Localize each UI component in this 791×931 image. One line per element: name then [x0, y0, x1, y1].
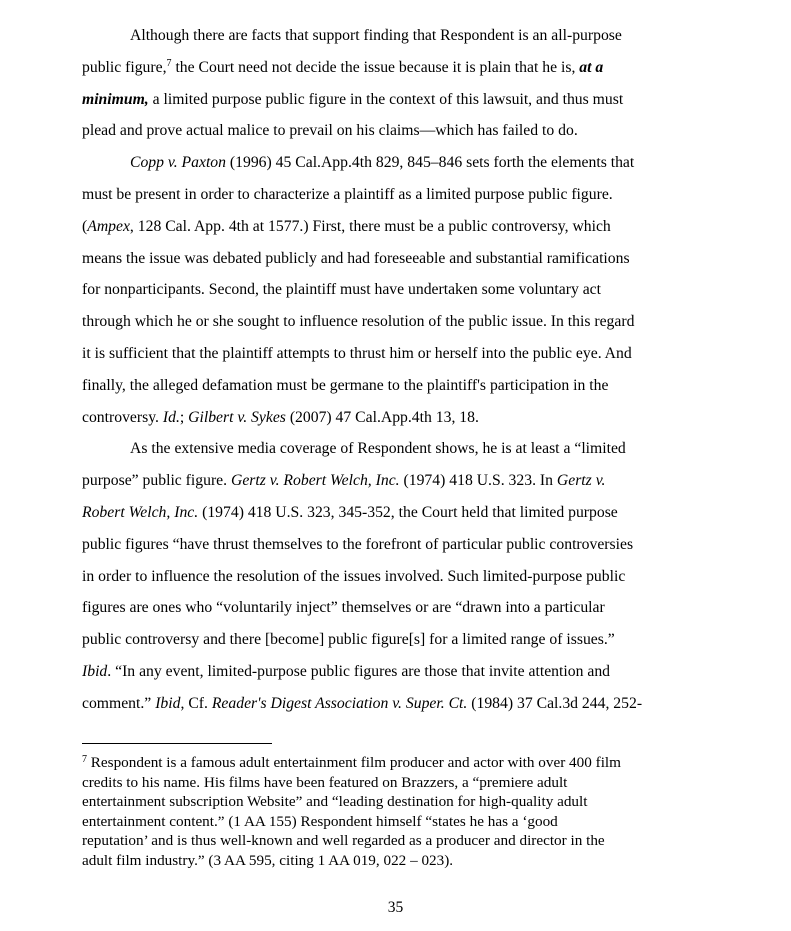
paragraph-2-line [82, 179, 697, 211]
paragraph-3-line [82, 624, 697, 656]
text-run: entertainment content.” (1 AA 155) Respondent himself “states he has a ‘good [82, 812, 558, 830]
case-citation: Gertz v. Robert Welch, Inc. [231, 472, 400, 490]
text-run: , 128 Cal. App. 4th at 1577.) First, there must be a public controversy, which [129, 217, 611, 235]
paragraph-2-line [82, 370, 697, 402]
paragraph-1-line [82, 20, 697, 52]
footnote-line [82, 773, 702, 793]
text-run: purpose” public figure. [82, 472, 231, 490]
text-run: public controversy and there [become] public figure[s] for a limited range of issues.” [82, 631, 615, 649]
case-citation: Ampex [87, 217, 130, 235]
paragraph-3-line [82, 688, 697, 720]
footnote-line [82, 812, 702, 832]
paragraph-1-line [82, 115, 697, 147]
case-citation: Gilbert v. Sykes [188, 408, 286, 426]
paragraph-3-line [82, 592, 697, 624]
text-run: (1984) 37 Cal.3d 244, 252- [467, 694, 643, 712]
paragraph-3-line [82, 656, 697, 688]
footnote-line [82, 753, 702, 773]
text-run: through which he or she sought to influence resolution of the public issue. In this regard [82, 313, 635, 331]
text-run: (1974) 418 U.S. 323, 345-352, the Court held that limited purpose [198, 503, 618, 521]
text-run: for nonparticipants. Second, the plaintiff must have undertaken some voluntary act [82, 281, 601, 299]
paragraph-3-line [82, 497, 697, 529]
case-citation: Id. [162, 408, 180, 426]
text-run: entertainment subscription Website” and “leading destination for high-quality adult [82, 793, 588, 810]
text-run: comment.” [82, 694, 156, 712]
text-run: finally, the alleged defamation must be germane to the plaintiff's participation in the [82, 376, 609, 394]
text-run: means the issue was debated publicly and had foreseeable and substantial ramifications [82, 249, 630, 267]
paragraph-2-line [82, 211, 697, 243]
text-run: adult film industry.” (3 AA 595, citing 1 AA 019, 022 – 023). [82, 851, 454, 869]
paragraph-3-line [82, 433, 697, 465]
text-run: (1974) 418 U.S. 323. In [399, 472, 557, 490]
footnote [82, 753, 702, 870]
paragraph-1-line [82, 52, 697, 84]
paragraph-2-line [82, 243, 697, 275]
footnote-line [82, 831, 702, 851]
paragraph-3-line [82, 465, 697, 497]
paragraph-3-line [82, 561, 697, 593]
emphasis-text: minimum, [82, 90, 149, 108]
text-run: ; [179, 408, 189, 426]
text-run: figures are ones who “voluntarily inject” themselves or are “drawn into a particular [82, 599, 605, 617]
footnote-line [82, 792, 702, 812]
text-run: (1996) 45 Cal.App.4th 829, 845–846 sets forth the elements that [226, 154, 635, 172]
footnote-reference: 7 [166, 57, 172, 69]
case-citation: Robert Welch, Inc. [82, 503, 199, 521]
text-run: , Cf. [180, 694, 212, 712]
paragraph-2-line [82, 402, 697, 434]
paragraph-2-line [82, 147, 697, 179]
footnote-divider [82, 743, 272, 744]
page-number: 35 [387, 899, 404, 916]
case-citation: Reader's Digest Association v. Super. Ct. [211, 694, 468, 712]
footnote-line [82, 851, 702, 871]
paragraph-2-line [82, 338, 697, 370]
text-run: As the extensive media coverage of Respondent shows, he is at least a “limited [130, 440, 626, 458]
case-citation: Ibid [82, 662, 108, 680]
paragraph-1-line [82, 84, 697, 116]
text-run: public figure, [82, 58, 167, 76]
text-run: (2007) 47 Cal.App.4th 13, 18. [285, 408, 479, 426]
text-run: a limited purpose public figure in the context of this lawsuit, and thus must [148, 90, 624, 108]
text-run: plead and prove actual malice to prevail on his claims—which has failed to do. [82, 122, 578, 140]
text-run: the Court need not decide the issue because it is plain that he is, [171, 58, 580, 76]
text-run: must be present in order to characterize a plaintiff as a limited purpose public figure. [82, 185, 613, 203]
body-text [82, 20, 697, 720]
paragraph-2-line [82, 306, 697, 338]
text-run: public figures “have thrust themselves to the forefront of particular public controversies [82, 535, 634, 553]
text-run: in order to influence the resolution of the issues involved. Such limited-purpose public [82, 567, 626, 585]
case-citation: Ibid [155, 694, 181, 712]
paragraph-2-line [82, 274, 697, 306]
text-run: . “In any event, limited-purpose public figures are those that invite attention and [107, 662, 611, 680]
emphasis-text: at a [579, 58, 604, 76]
text-run: Respondent is a famous adult entertainment film producer and actor with over 400 film [87, 754, 621, 771]
paragraph-3-line [82, 529, 697, 561]
text-run: it is sufficient that the plaintiff attempts to thrust him or herself into the public eye. And [82, 344, 632, 362]
footnote-number: 7 [82, 754, 87, 765]
text-run: credits to his name. His films have been featured on Brazzers, a “premiere adult [82, 773, 568, 791]
text-run: ( [82, 217, 88, 235]
case-citation: Copp v. Paxton [130, 154, 226, 172]
text-run: controversy. [82, 408, 163, 426]
case-citation: Gertz v. [556, 472, 606, 490]
text-run: reputation’ and is thus well-known and well regarded as a producer and director in the [82, 832, 605, 849]
text-run: Although there are facts that support finding that Respondent is an all-purpose [130, 27, 622, 44]
